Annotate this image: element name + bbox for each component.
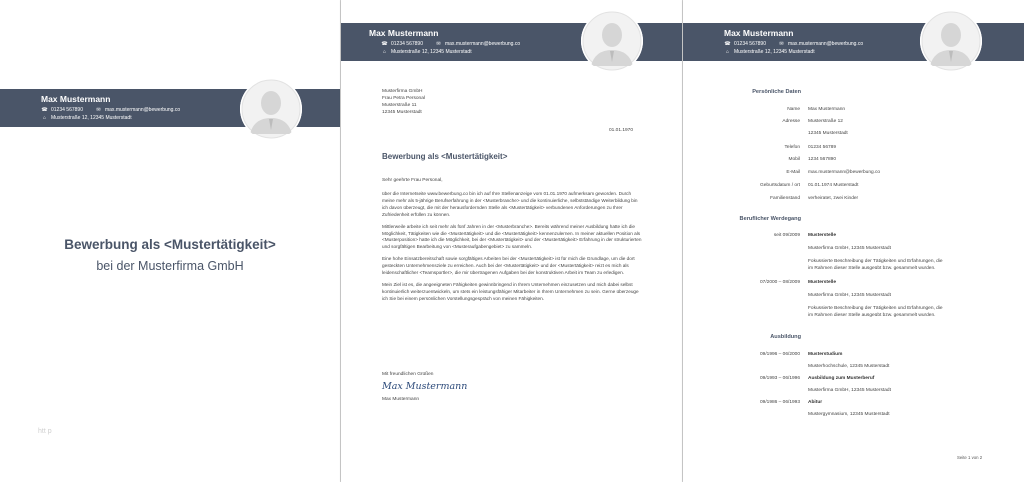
entry-date: 09/1986 – 06/1993 — [759, 400, 800, 405]
contact-row — [381, 41, 520, 47]
field-value: 1234 567890 — [808, 157, 837, 162]
email-address: max.mustermann@bewerbung.co — [104, 107, 181, 113]
home-icon: ⌂ — [42, 115, 47, 121]
contact-row — [724, 41, 863, 47]
field-value: Max Mustermann — [808, 107, 846, 112]
field-label: Adresse — [782, 119, 800, 124]
signer-name: Max Mustermann — [382, 397, 420, 402]
body-paragraph: Mein Ziel ist es, die angeeigneten Fähigkeiten gewinnbringend in Ihrem Unternehmen einzusetzen und mich dabei selbst kontinuierlich weiterzuentwickeln, um stets ein leistungsfähiger Mitarbeiter in Ihrem Unternehmen zu sein. Gerne überzeuge ich Sie bei einem persönlichen Vorstellungsgespräch von meinen Fähigkeiten. — [382, 281, 639, 301]
field-value: 01.01.1974 Musterstadt — [808, 183, 859, 188]
cv-page — [683, 0, 1024, 482]
entry-place: Musterhochschule, 12345 Musterstadt — [808, 364, 890, 369]
entry-desc: Fokussierte Beschreibung der Tätigkeiten und Erfahrungen, die — [808, 259, 943, 264]
entry-place: Musterfirma GmbH, 12345 Musterstadt — [808, 388, 891, 393]
entry-title: Musterstelle — [808, 280, 836, 285]
entry-company: Musterfirma GmbH, 12345 Musterstadt — [808, 246, 891, 251]
phone-icon: ☎ — [724, 41, 731, 47]
body-paragraph: Eine hohe Einsatzbereitschaft sowie sorgfältiges Arbeiten bei der <Mustertätigkeit> ist für mich die Grundlage, um die dort gesteckten Unternehmensziele zu erreichen. Auch bei der <Mustertätigkeit> und der <Mustertätigkeit> reizt es mich als leidenschaftlicher <Teamsportler>, die mir übertragenen Aufgaben bei der konstruktiven Arbeit im Team zu erledigen. — [382, 256, 635, 276]
phone-number: 01234 567890 — [734, 41, 766, 47]
section-title-personal: Persönliche Daten — [752, 89, 801, 95]
phone-icon: ☎ — [41, 107, 48, 113]
mail-icon: ✉ — [779, 41, 784, 47]
cover-page — [0, 0, 340, 482]
letter-heading: Bewerbung als <Mustertätigkeit> — [382, 152, 508, 161]
address-row — [724, 49, 815, 55]
email-address: max.mustermann@bewerbung.co — [787, 41, 864, 47]
field-value: max.mustermann@bewerbung.co — [808, 170, 881, 175]
field-label: Telefon — [784, 145, 800, 150]
section-title-education: Ausbildung — [770, 334, 801, 340]
field-value: 01234 56789 — [808, 145, 837, 150]
applicant-name: Max Mustermann — [369, 28, 439, 38]
avatar-placeholder — [240, 78, 302, 140]
field-label: E-Mail — [786, 170, 800, 175]
email-address: max.mustermann@bewerbung.co — [444, 41, 521, 47]
home-icon: ⌂ — [725, 49, 730, 55]
contact-row — [41, 107, 180, 113]
address: Musterstraße 12, 12345 Musterstadt — [51, 115, 132, 121]
recipient-line: Musterstraße 11 — [382, 103, 417, 108]
phone-icon: ☎ — [381, 41, 388, 47]
field-label: Geburtsdatum / ort — [760, 183, 800, 188]
letter-page — [341, 0, 682, 482]
field-label: Name — [787, 107, 800, 112]
home-icon: ⌂ — [382, 49, 387, 55]
mail-icon: ✉ — [96, 107, 101, 113]
field-label: Mobil — [788, 157, 800, 162]
field-label: Familienstand — [770, 196, 800, 201]
body-paragraph: über die Internetseite www.bewerbung.co bin ich auf Ihre Stellenanzeige vom 01.01.1970 aufmerksam geworden. Durch meine mehr als 5-jährige Berufserfahrung in der <Musterbranche> und die kontinuierliche, selbstständige Weiterbildung bin ich davon überzeugt, die mit der herausfordernden Stelle als <Mustertätigkeit> verbundenen Anforderungen zu Ihrer Zufriedenheit erfüllen zu können. — [382, 191, 638, 217]
applicant-name: Max Mustermann — [41, 94, 111, 104]
entry-place: Mustergymnasium, 12345 Musterstadt — [808, 412, 890, 417]
address: Musterstraße 12, 12345 Musterstadt — [391, 49, 472, 55]
entry-title: Ausbildung zum Musterberuf — [808, 376, 875, 381]
entry-title: Musterstudium — [808, 352, 843, 357]
cover-title: Bewerbung als <Mustertätigkeit> — [64, 237, 276, 252]
field-value: Musterstraße 12 — [808, 119, 843, 124]
entry-date: 07/2000 – 08/2009 — [759, 280, 800, 285]
applicant-name: Max Mustermann — [724, 28, 794, 38]
phone-number: 01234 567890 — [51, 107, 83, 113]
recipient-address — [382, 88, 425, 116]
salutation: Sehr geehrte Frau Personal, — [382, 178, 443, 183]
field-value: 12345 Musterstadt — [808, 131, 848, 136]
entry-date: seit 09/2009 — [773, 233, 800, 238]
entry-desc: Fokussierte Beschreibung der Tätigkeiten und Erfahrungen, die — [808, 306, 943, 311]
closing: Mit freundlichen Grüßen — [382, 372, 434, 377]
letter-date: 01.01.1970 — [609, 128, 634, 133]
recipient-line: Musterfirma GmbH — [382, 89, 423, 94]
entry-date: 09/1993 – 06/1996 — [759, 376, 800, 381]
section-title-work: Beruflicher Werdegang — [739, 216, 801, 222]
body-paragraph: Mittlerweile arbeite ich seit mehr als fünf Jahren in der <Musterbranche>. Bereits während meiner Ausbildung hatte ich die Möglichkeit, Tätigkeiten wie die <Mustertätigkeit> und die <Mustertätigkeit> kennenzulernen. In meiner aktuellen Position als <Musterposition> hatte ich die Möglichkeit, bei der <Mustertätigkeit> und der <Mustertätigkeit> Erfahrung in der strukturierten und sorgfältigen Bearbeitung von <Musteraufgabengebiet> zu sammeln. — [382, 223, 642, 250]
entry-title: Musterstelle — [808, 233, 836, 238]
entry-date: 09/1996 – 06/2000 — [759, 352, 800, 357]
page-number: Seite 1 von 2 — [957, 455, 983, 460]
entry-title: Abitur — [808, 400, 823, 405]
address: Musterstraße 12, 12345 Musterstadt — [734, 49, 815, 55]
mail-icon: ✉ — [436, 41, 441, 47]
recipient-line: 12345 Musterstadt — [382, 110, 422, 115]
avatar-placeholder — [581, 10, 643, 72]
recipient-line: Frau Petra Personal — [382, 96, 425, 101]
entry-company: Musterfirma GmbH, 12345 Musterstadt — [808, 293, 891, 298]
address-row — [41, 115, 132, 121]
cover-subtitle: bei der Musterfirma GmbH — [96, 259, 244, 273]
letter-body — [382, 191, 644, 308]
address-row — [381, 49, 472, 55]
handwritten-signature: Max Mustermann — [382, 381, 468, 392]
field-value: verheiratet, zwei Kinder — [808, 196, 859, 201]
avatar-placeholder — [920, 10, 982, 72]
phone-number: 01234 567890 — [391, 41, 423, 47]
entry-desc: im Rahmen dieser Stelle ausgeübt bzw. gesammelt wurden. — [808, 266, 936, 271]
watermark: htt p — [38, 428, 52, 435]
entry-desc: im Rahmen dieser Stelle ausgeübt bzw. gesammelt wurden. — [808, 313, 936, 318]
